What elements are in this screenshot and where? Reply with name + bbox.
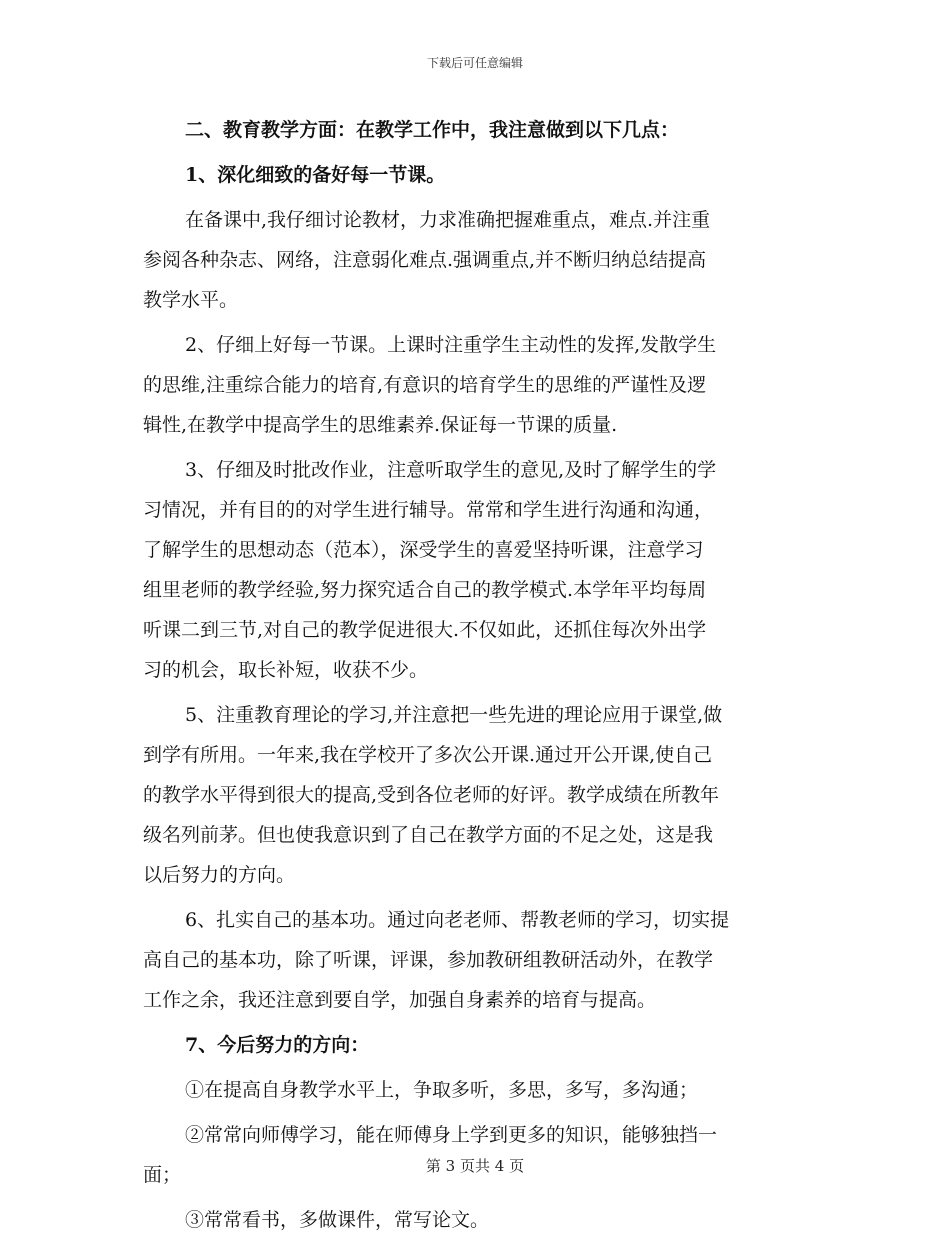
paragraph-line: 在备课中,我仔细讨论教材，力求准确把握难重点，难点.并注重 — [185, 209, 711, 231]
paragraph-line: 级名列前茅。但也使我意识到了自己在教学方面的不足之处，这是我 — [143, 824, 714, 846]
paragraph-line: 工作之余，我还注意到要自学，加强自身素养的培育与提高。 — [143, 989, 657, 1011]
paragraph-line: 的教学水平得到很大的提高,受到各位老师的好评。教学成绩在所教年 — [143, 784, 720, 806]
paragraph-line: 6、扎实自己的基本功。通过向老老师、帮教老师的学习，切实提 — [185, 909, 730, 931]
list-item-line: 面； — [143, 1164, 182, 1186]
paragraph-line: 教学水平。 — [143, 289, 239, 311]
paragraph-line: 参阅各种杂志、网络，注意弱化难点.强调重点,并不断归纳总结提高 — [143, 249, 707, 271]
subheading-1: 1、深化细致的备好每一节课。 — [185, 164, 446, 186]
paragraph-5 — [143, 695, 803, 895]
paragraph-line: 习的机会，取长补短，收获不少。 — [143, 659, 429, 681]
list-item-1 — [143, 1070, 803, 1110]
paragraph-line: 到学有所用。一年来,我在学校开了多次公开课.通过开公开课,使自己 — [143, 744, 713, 766]
section-heading: 二、教育教学方面：在教学工作中，我注意做到以下几点： — [185, 119, 680, 141]
paragraph-line: 5、注重教育理论的学习,并注意把一些先进的理论应用于课堂,做 — [185, 704, 723, 726]
paragraph-line: 高自己的基本功，除了听课，评课，参加教研组教研活动外，在教学 — [143, 949, 714, 971]
paragraph-line: 了解学生的思想动态（范本），深受学生的喜爱坚持听课，注意学习 — [143, 539, 704, 561]
page-footer: 第 3 页共 4 页 — [425, 1157, 525, 1175]
paragraph-line: 组里老师的教学经验,努力探究适合自己的教学模式.本学年平均每周 — [143, 579, 707, 601]
list-item-line: ③常常看书，多做课件，常写论文。 — [185, 1209, 490, 1231]
paragraph-line: 的思维,注重综合能力的培育,有意识的培育学生的思维的严谨性及逻 — [143, 374, 707, 396]
paragraph-line: 听课二到三节,对自己的教学促进很大.不仅如此，还抓住每次外出学 — [143, 619, 707, 641]
paragraph-2 — [143, 325, 803, 445]
paragraph-6 — [143, 900, 803, 1020]
list-item-line: ②常常向师傅学习，能在师傅身上学到更多的知识，能够独挡一 — [185, 1124, 718, 1146]
paragraph-line: 习情况，并有目的的对学生进行辅导。常常和学生进行沟通和沟通， — [143, 499, 714, 521]
paragraph-line: 辑性,在教学中提高学生的思维素养.保证每一节课的质量. — [143, 414, 618, 436]
paragraph-line: 3、仔细及时批改作业，注意听取学生的意见,及时了解学生的学 — [185, 459, 717, 481]
list-item-3 — [143, 1200, 803, 1240]
page-header: 下载后可任意编辑 — [426, 56, 523, 70]
paragraph-line: 以后努力的方向。 — [143, 864, 296, 886]
paragraph-3 — [143, 450, 803, 690]
paragraph-prep — [143, 200, 803, 320]
document-body — [143, 110, 803, 1245]
subheading-7: 7、今后努力的方向： — [185, 1034, 370, 1056]
paragraph-line: 2、仔细上好每一节课。上课时注重学生主动性的发挥,发散学生 — [185, 334, 717, 356]
list-item-line: ①在提高自身教学水平上，争取多听，多思，多写，多沟通； — [185, 1079, 699, 1101]
